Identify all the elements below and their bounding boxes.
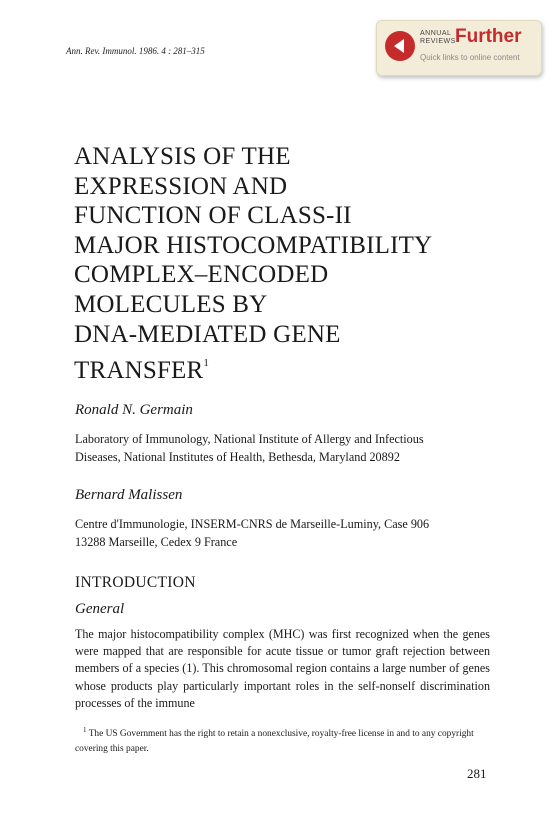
author-name: Bernard Malissen: [75, 487, 183, 503]
footnote-mark: 1: [83, 726, 87, 734]
title-line: ANALYSIS OF THE: [74, 143, 291, 170]
article-title: [74, 142, 504, 386]
title-line: MOLECULES BY: [74, 290, 268, 318]
author-affiliation: Centre d'Immunologie, INSERM-CNRS de Marseille-Luminy, Case 906 13288 Marseille, Cedex 9 France: [75, 517, 430, 549]
footnote: $^1$ The US Government has the right to retain a nonexclusive, royalty-free license in and to any copyright covering this paper.: [75, 726, 474, 754]
subsection-heading: General: [75, 601, 125, 617]
page-number: 281: [467, 766, 487, 781]
section-heading: INTRODUCTION: [75, 574, 196, 591]
title-line: MAJOR HISTOCOMPATIBILITY: [74, 231, 433, 259]
annual-reviews-logo-text: ANNUAL REVIEWS: [420, 30, 456, 45]
title-line: EXPRESSION AND: [74, 172, 288, 200]
journal-citation: Ann. Rev. Immunol. 1986. 4 : 281–315: [66, 46, 205, 56]
title-line: COMPLEX–ENCODED: [74, 261, 329, 289]
back-arrow-icon: [385, 31, 415, 61]
further-tagline: Quick links to online content: [420, 53, 520, 62]
title-line: FUNCTION OF CLASS-II: [74, 202, 352, 230]
body-paragraph: The major histocompatibility complex (MHC) was first recognized when the genes were mapped that are responsible for acute tissue or tumor graft rejection between members of a species (1). This chromosomal region contains a large number of genes whose products play particularly important roles in the self-nonself discrimination processes of the immune: [75, 627, 490, 710]
title-line: TRANSFER$^1$: [74, 357, 210, 385]
author-name: Ronald N. Germain: [75, 402, 193, 418]
title-line: DNA-MEDIATED GENE: [74, 320, 341, 348]
further-label: Further: [455, 26, 522, 47]
further-links-badge[interactable]: [376, 20, 542, 76]
author-affiliation: Laboratory of Immunology, National Institute of Allergy and Infectious Diseases, National Institutes of Health, Bethesda, Maryland 20892: [75, 432, 424, 464]
title-footnote-mark[interactable]: 1: [203, 357, 210, 370]
